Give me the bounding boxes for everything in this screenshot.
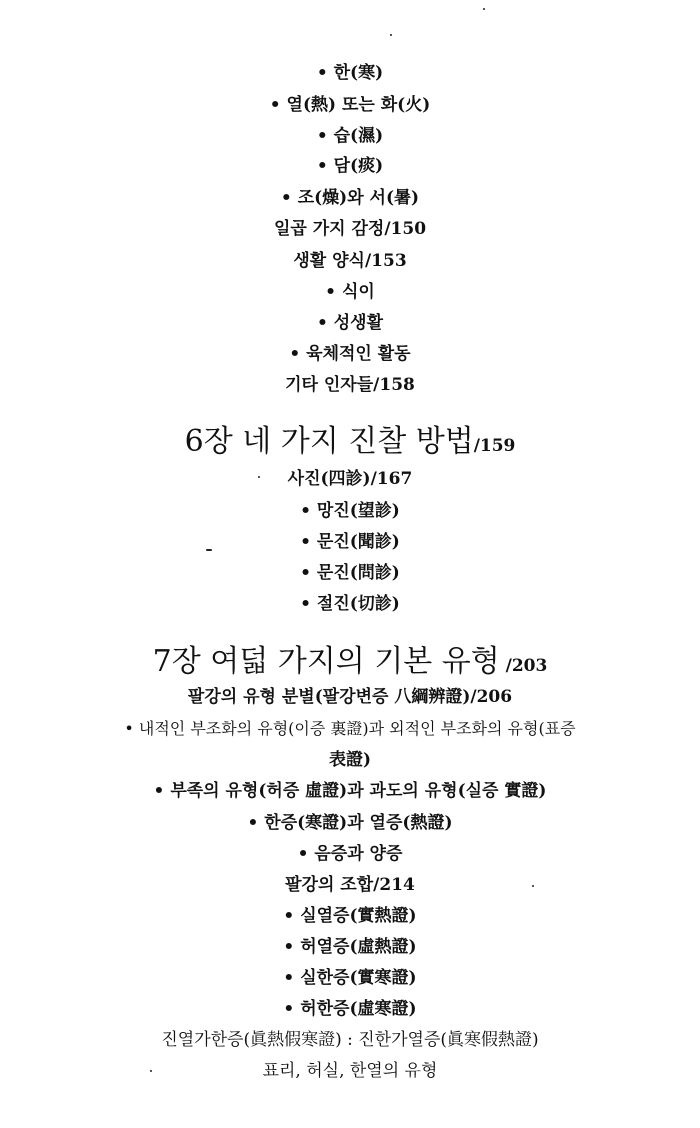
toc-item-dryness-summerheat: • 조(燥)와 서(暑) (280, 188, 420, 208)
toc-item-dampness: • 습(濕) (316, 126, 384, 146)
toc-section-true-false-heat-cold: 진열가한증(眞熱假寒證) : 진한가열증(眞寒假熱證) (161, 1030, 539, 1050)
toc-section-four-examinations: 사진(四診)/167 (287, 469, 413, 489)
chapter-6-heading (0, 422, 700, 466)
toc-section-other-factors: 기타 인자들/158 (285, 375, 415, 395)
toc-item-deficiency-excess: • 부족의 유형(허증 虛證)과 과도의 유형(실증 實證) (153, 781, 547, 801)
toc-section-combinations: 팔강의 조합/214 (285, 875, 415, 895)
toc-item-sexual-life: • 성생활 (316, 313, 384, 333)
toc-section-seven-emotions: 일곱 가지 감정/150 (273, 219, 427, 239)
chapter-7-title: 7장 여덟 가지의 기본 유형 (152, 644, 500, 679)
toc-item-interior-exterior: • 내적인 부조화의 유형(이증 裏證)과 외적인 부조화의 유형(표증 (124, 719, 576, 738)
chapter-7-heading (0, 642, 700, 686)
toc-item-inspection: • 망진(望診) (300, 501, 400, 521)
toc-item-phlegm: • 담(痰) (316, 156, 384, 176)
toc-section-combined-patterns: 표리, 허실, 한열의 유형 (262, 1061, 438, 1081)
toc-item-heat-fire: • 열(熱) 또는 화(火) (269, 95, 431, 115)
chapter-6-page: /159 (473, 436, 516, 456)
toc-item-excess-heat: • 실열증(實熱證) (283, 906, 417, 926)
scan-speck (150, 1070, 152, 1072)
toc-item-palpation: • 절진(切診) (300, 594, 400, 614)
chapter-6-title: 6장 네 가지 진찰 방법 (184, 424, 474, 459)
toc-section-eight-principles: 팔강의 유형 분별(팔강변증 八綱辨證)/206 (187, 687, 513, 707)
toc-item-diet: • 식이 (325, 282, 375, 302)
scan-speck (483, 8, 485, 10)
toc-item-excess-cold: • 실한증(實寒證) (283, 968, 417, 988)
chapter-7-page: /203 (499, 656, 548, 676)
toc-item-interior-exterior-cont: 表證) (328, 750, 372, 770)
toc-item-listening-smelling: • 문진(聞診) (300, 532, 400, 552)
scan-speck (532, 885, 534, 887)
scan-speck (258, 476, 260, 478)
toc-item-cold-heat: • 한증(寒證)과 열증(熱證) (247, 813, 453, 833)
toc-item-inquiry: • 문진(問診) (300, 563, 400, 583)
toc-item-cold: • 한(寒) (316, 63, 384, 83)
scan-speck (390, 34, 392, 36)
toc-item-yin-yang: • 음증과 양증 (297, 844, 403, 864)
toc-item-deficiency-cold: • 허한증(虛寒證) (283, 999, 417, 1019)
toc-item-deficiency-heat: • 허열증(虛熱證) (283, 937, 417, 957)
scan-speck (206, 549, 212, 551)
toc-section-lifestyle: 생활 양식/153 (293, 251, 407, 271)
toc-item-physical-activity: • 육체적인 활동 (289, 344, 411, 364)
